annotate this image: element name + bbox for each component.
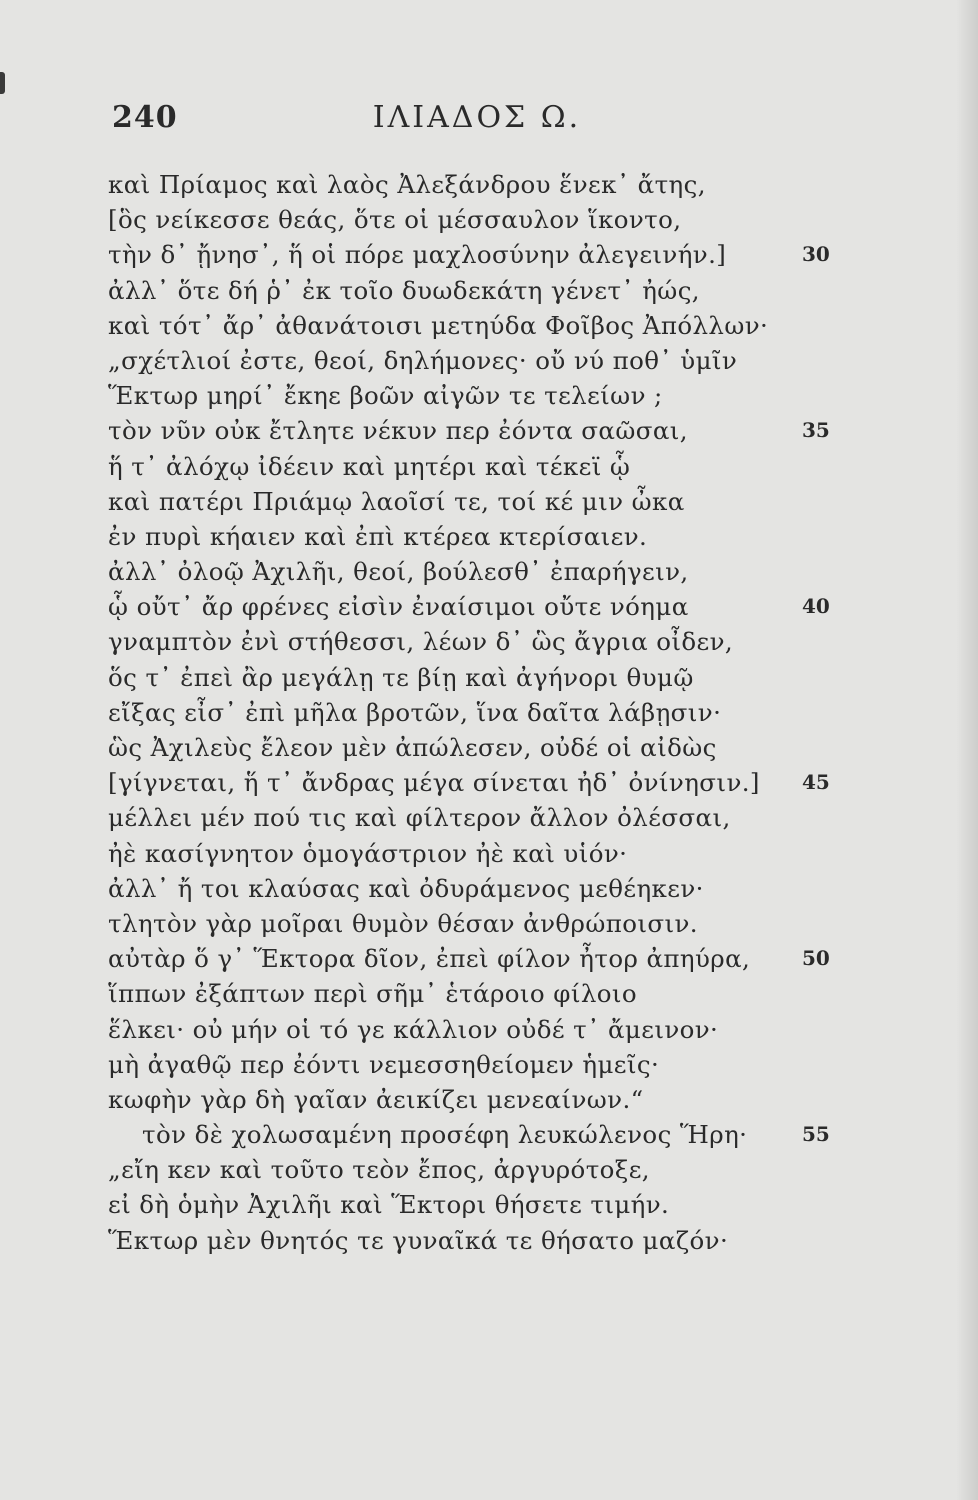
verse-line (108, 589, 848, 624)
running-title: ΙΛΙΑΔΟΣ Ω. (372, 100, 582, 135)
verse-text: „εἴη κεν καὶ τοῦτο τεὸν ἔπος, ἀργυρότοξε, (108, 1155, 650, 1185)
verse-text: ἵππων ἐξάπτων περὶ σῆμ᾽ ἑτάροιο φίλοιο (108, 979, 638, 1009)
verse-line (108, 484, 848, 519)
line-number-marker: 50 (802, 946, 830, 971)
verse-text: καὶ πατέρι Πριάμῳ λαοῖσί τε, τοί κέ μιν ὦκα (108, 486, 685, 516)
verse-line (108, 1012, 848, 1047)
verse-text: τὸν νῦν οὐκ ἔτλητε νέκυν περ ἐόντα σαῶσαι, (108, 416, 688, 446)
page-edge-mark (0, 72, 5, 94)
verse-line (108, 906, 848, 941)
verse-line (108, 273, 848, 308)
verse-line (108, 695, 848, 730)
verse-line (108, 624, 848, 659)
line-number-marker: 35 (802, 418, 830, 443)
verse-text: ἐν πυρὶ κήαιεν καὶ ἐπὶ κτέρεα κτερίσαιεν. (108, 521, 648, 551)
verse-text: ὣς Ἀχιλεὺς ἔλεον μὲν ἀπώλεσεν, οὐδέ οἱ αἰδὼς (108, 733, 717, 762)
verse-line (108, 378, 848, 413)
verse-line (108, 660, 848, 695)
verse-text: ἀλλ᾽ ὀλοῷ Ἀχιλῆι, θεοί, βούλεσθ᾽ ἐπαρήγειν, (108, 557, 689, 587)
verse-text: ἕλκει· οὐ μήν οἱ τό γε κάλλιον οὐδέ τ᾽ ἄμεινον· (108, 1014, 719, 1044)
verse-text: τλητὸν γὰρ μοῖραι θυμὸν θέσαν ἀνθρώποισιν. (108, 908, 698, 938)
verse-text: μέλλει μέν πού τις καὶ φίλτερον ἄλλον ὀλέσσαι, (108, 803, 731, 833)
verse-line (108, 413, 848, 448)
verse-line (108, 941, 848, 976)
verse-line (108, 1082, 848, 1117)
verse-text: Ἕκτωρ μηρί᾽ ἔκηε βοῶν αἰγῶν τε τελείων ; (108, 381, 663, 411)
verse-text: „σχέτλιοί ἐστε, θεοί, δηλήμονες· οὔ νύ ποθ᾽ ὑμῖν (108, 345, 738, 375)
page-edge-shadow (956, 0, 978, 1500)
verse-text: [ὃς νείκεσσε θεάς, ὅτε οἱ μέσσαυλον ἵκοντο, (108, 205, 682, 235)
verse-line (108, 836, 848, 871)
verse-line (108, 167, 848, 202)
verse-text: καὶ Πρίαμος καὶ λαὸς Ἀλεξάνδρου ἕνεκ᾽ ἄτης, (108, 170, 706, 199)
verse-text: ἠὲ κασίγνητον ὁμογάστριον ἠὲ καὶ υἱόν· (108, 838, 628, 868)
line-number-marker: 55 (802, 1122, 830, 1147)
verse-text: εἴξας εἶσ᾽ ἐπὶ μῆλα βροτῶν, ἵνα δαῖτα λάβῃσιν· (108, 697, 722, 727)
verse-text: ἥ τ᾽ ἀλόχῳ ἰδέειν καὶ μητέρι καὶ τέκεϊ ᾧ (108, 451, 631, 481)
verse-line (108, 237, 848, 272)
verse-text: μὴ ἀγαθῷ περ ἐόντι νεμεσσηθείομεν ἡμεῖς· (108, 1049, 660, 1079)
verse-text: τὴν δ᾽ ᾔνησ᾽, ἥ οἱ πόρε μαχλοσύνην ἀλεγεινήν.] (108, 240, 727, 270)
verse-line (108, 871, 848, 906)
verse-line (108, 1187, 848, 1222)
line-number-marker: 45 (802, 770, 830, 795)
verse-text: [γίγνεται, ἥ τ᾽ ἄνδρας μέγα σίνεται ἠδ᾽ ὀνίνησιν.] (108, 768, 760, 798)
line-number-marker: 30 (802, 242, 830, 267)
verse-line (108, 449, 848, 484)
verse-line (108, 554, 848, 589)
verse-line (108, 1152, 848, 1187)
verse-text: Ἕκτωρ μὲν θνητός τε γυναῖκά τε θήσατο μαζόν· (108, 1225, 729, 1255)
verse-text: τὸν δὲ χολωσαμένη προσέφη λευκώλενος Ἥρη· (142, 1120, 748, 1150)
verse-line (108, 765, 848, 800)
verse-line (108, 519, 848, 554)
verse-line (108, 976, 848, 1011)
verse-text: ἀλλ᾽ ὅτε δή ῥ᾽ ἐκ τοῖο δυωδεκάτη γένετ᾽ ἠώς, (108, 275, 700, 305)
verse-line (108, 730, 848, 765)
verse-text: αὐτὰρ ὅ γ᾽ Ἕκτορα δῖον, ἐπεὶ φίλον ἦτορ ἀπηύρα, (108, 944, 751, 974)
verse-text: ἀλλ᾽ ἤ τοι κλαύσας καὶ ὀδυράμενος μεθέηκεν· (108, 873, 704, 903)
verse-text: ᾧ οὔτ᾽ ἄρ φρένες εἰσὶν ἐναίσιμοι οὔτε νόημα (108, 592, 689, 622)
verse-line (108, 1047, 848, 1082)
verse-line (108, 202, 848, 237)
verse-line (108, 1117, 848, 1152)
verse-block (108, 167, 848, 1258)
verse-line (108, 343, 848, 378)
verse-line (108, 308, 848, 343)
verse-text: ὅς τ᾽ ἐπεὶ ἂρ μεγάλῃ τε βίῃ καὶ ἀγήνορι θυμῷ (108, 662, 694, 692)
line-number-marker: 40 (802, 594, 830, 619)
verse-text: εἰ δὴ ὁμὴν Ἀχιλῆι καὶ Ἕκτορι θήσετε τιμήν. (108, 1190, 670, 1220)
verse-text: γναμπτὸν ἐνὶ στήθεσσι, λέων δ᾽ ὣς ἄγρια οἶδεν, (108, 627, 734, 657)
page-number: 240 (112, 100, 178, 135)
page-header (112, 100, 842, 144)
verse-text: κωφὴν γὰρ δὴ γαῖαν ἀεικίζει μενεαίνων.“ (108, 1084, 644, 1114)
verse-line (108, 1223, 848, 1258)
verse-text: καὶ τότ᾽ ἄρ᾽ ἀθανάτοισι μετηύδα Φοῖβος Ἀπόλλων· (108, 310, 769, 340)
verse-line (108, 800, 848, 835)
